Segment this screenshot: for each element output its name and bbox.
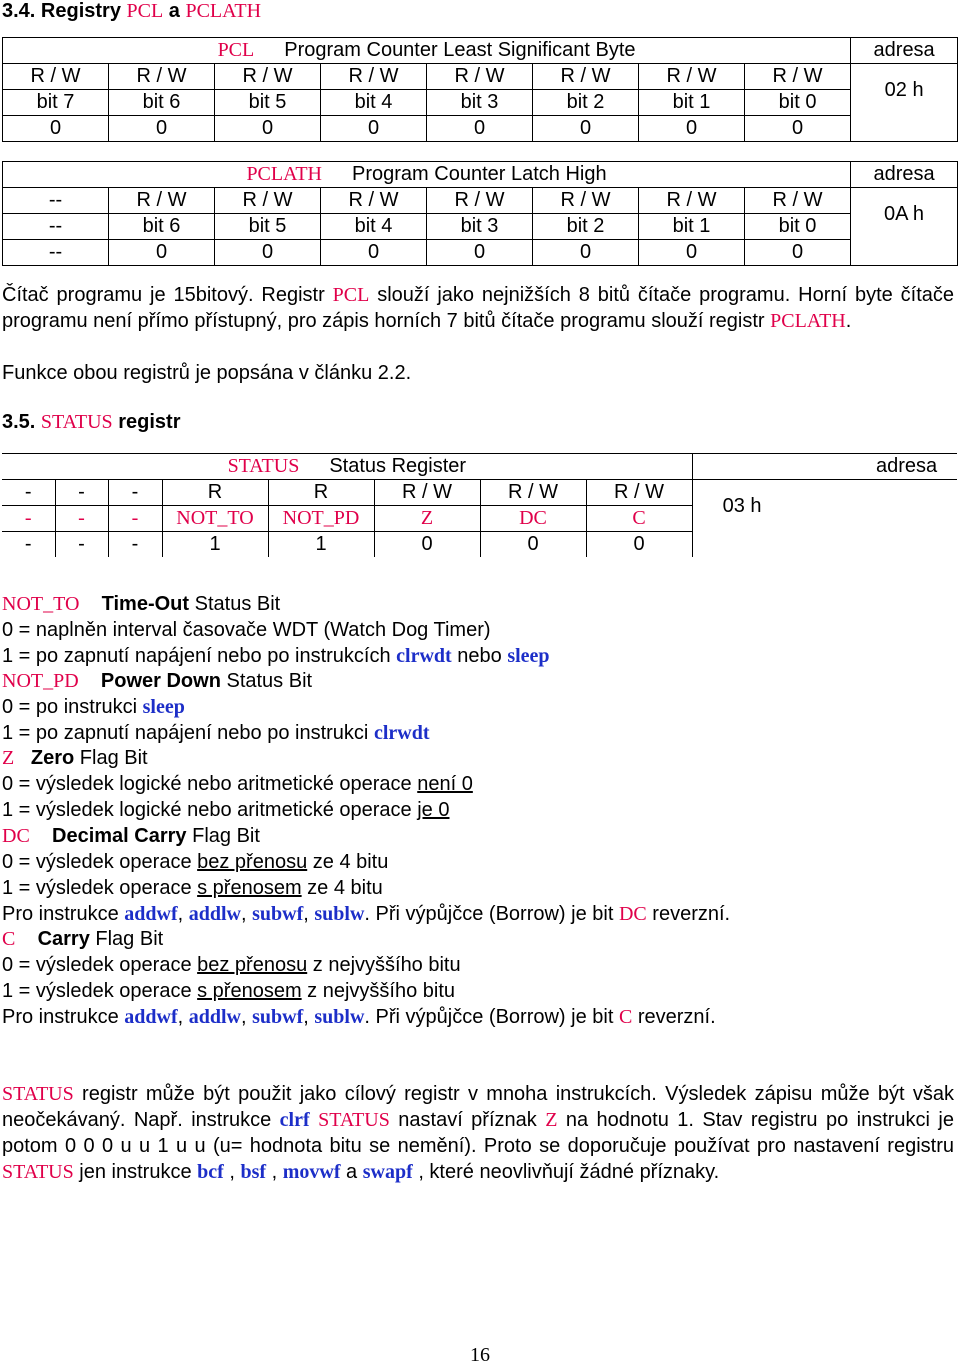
not-pd-0: 0 = po instrukci sleep — [2, 696, 185, 718]
pcl-access-row: R / W R / W R / W R / W R / W R / W R / W R / W 02 h — [3, 64, 958, 90]
functions-note: Funkce obou registrů je popsána v článku 2.2. — [2, 362, 412, 384]
status-access-row: - - - R R R / W R / W R / W 03 h — [2, 480, 957, 506]
pclath-register-table — [2, 161, 958, 266]
dc-0: 0 = výsledek operace bez přenosu ze 4 bitu — [2, 851, 389, 873]
pclath-access-row: -- R / W R / W R / W R / W R / W R / W R / W 0A h — [3, 188, 958, 214]
not-pd-1: 1 = po zapnutí napájení nebo po instrukci clrwdt — [2, 722, 430, 744]
pcl-ref: PCL — [126, 0, 164, 22]
status-addr-label: adresa — [692, 454, 957, 480]
section-heading-3-4: 3.4. Registry PCL a PCLATH — [2, 0, 262, 22]
status-register-table — [2, 453, 957, 557]
pclath-values-row: -- 0 0 0 0 0 0 0 — [3, 240, 958, 266]
z-title: Z Zero Flag Bit — [2, 747, 148, 769]
dc-note: Pro instrukce addwf, addlw, subwf, sublw. Při výpůjčce (Borrow) je bit DC reverzní. — [2, 903, 731, 925]
not-to-1: 1 = po zapnutí napájení nebo po instrukcích clrwdt nebo sleep — [2, 645, 550, 667]
pclath-ref: PCLATH — [185, 0, 262, 22]
pclath-addr: 0A h — [851, 188, 958, 266]
not-to-title: NOT_TO Time-Out Status Bit — [2, 593, 281, 615]
pclath-addr-label: adresa — [851, 162, 958, 188]
dc-1: 1 = výsledek operace s přenosem ze 4 bitu — [2, 877, 383, 899]
pclath-title: PCLATH Program Counter Latch High — [3, 162, 851, 188]
pcl-bits-row: bit 7 bit 6 bit 5 bit 4 bit 3 bit 2 bit 1 bit 0 — [3, 90, 958, 116]
status-title: STATUS Status Register — [2, 454, 692, 480]
pcl-addr: 02 h — [851, 64, 958, 142]
c-title: C Carry Flag Bit — [2, 928, 164, 950]
c-note: Pro instrukce addwf, addlw, subwf, sublw. Při výpůjčce (Borrow) je bit C reverzní. — [2, 1006, 716, 1028]
pclath-bits-row: -- bit 6 bit 5 bit 4 bit 3 bit 2 bit 1 bit 0 — [3, 214, 958, 240]
pcl-values-row: 0 0 0 0 0 0 0 0 — [3, 116, 958, 142]
status-values-row: - - - 1 1 0 0 0 — [2, 532, 957, 558]
section-heading-3-5: 3.5. STATUS registr — [2, 411, 181, 433]
not-to-0: 0 = naplněn interval časovače WDT (Watch Dog Timer) — [2, 619, 491, 641]
dc-title: DC Decimal Carry Flag Bit — [2, 825, 260, 847]
not-pd-title: NOT_PD Power Down Status Bit — [2, 670, 313, 692]
z-1: 1 = výsledek logické nebo aritmetické operace je 0 — [2, 799, 450, 821]
status-bits-row: - - - NOT_TO NOT_PD Z DC C — [2, 506, 957, 532]
c-0: 0 = výsledek operace bez přenosu z nejvyššího bitu — [2, 954, 461, 976]
pcl-title: PCL Program Counter Least Significant Byte — [3, 38, 851, 64]
pcl-description-paragraph: Čítač programu je 15bitový. Registr PCL slouží jako nejnižších 8 bitů čítače programu. Horní byte čítače programu není přímo přístupný, pro zápis horních 7 bitů čítače programu slouží registr PCLATH. — [2, 284, 954, 332]
page-number: 16 — [470, 1344, 490, 1366]
z-0: 0 = výsledek logické nebo aritmetické operace není 0 — [2, 773, 473, 795]
status-addr: 03 h — [692, 480, 957, 558]
pcl-register-table — [2, 37, 958, 142]
pcl-addr-label: adresa — [851, 38, 958, 64]
c-1: 1 = výsledek operace s přenosem z nejvyššího bitu — [2, 980, 456, 1002]
status-usage-paragraph: STATUS registr může být použit jako cílový registr v mnoha instrukcích. Výsledek zápisu může být však neočekávaný. Např. instrukce clrf STATUS nastaví příznak Z na hodnotu 1. Stav registru po instrukci je potom 0 0 0 u u 1 u u (u= hodnota bitu se nemění). Proto se doporučuje používat pro nastavení registru STATUS jen instrukce bcf , bsf , movwf a swapf , které neovlivňují žádné příznaky. — [2, 1083, 954, 1183]
